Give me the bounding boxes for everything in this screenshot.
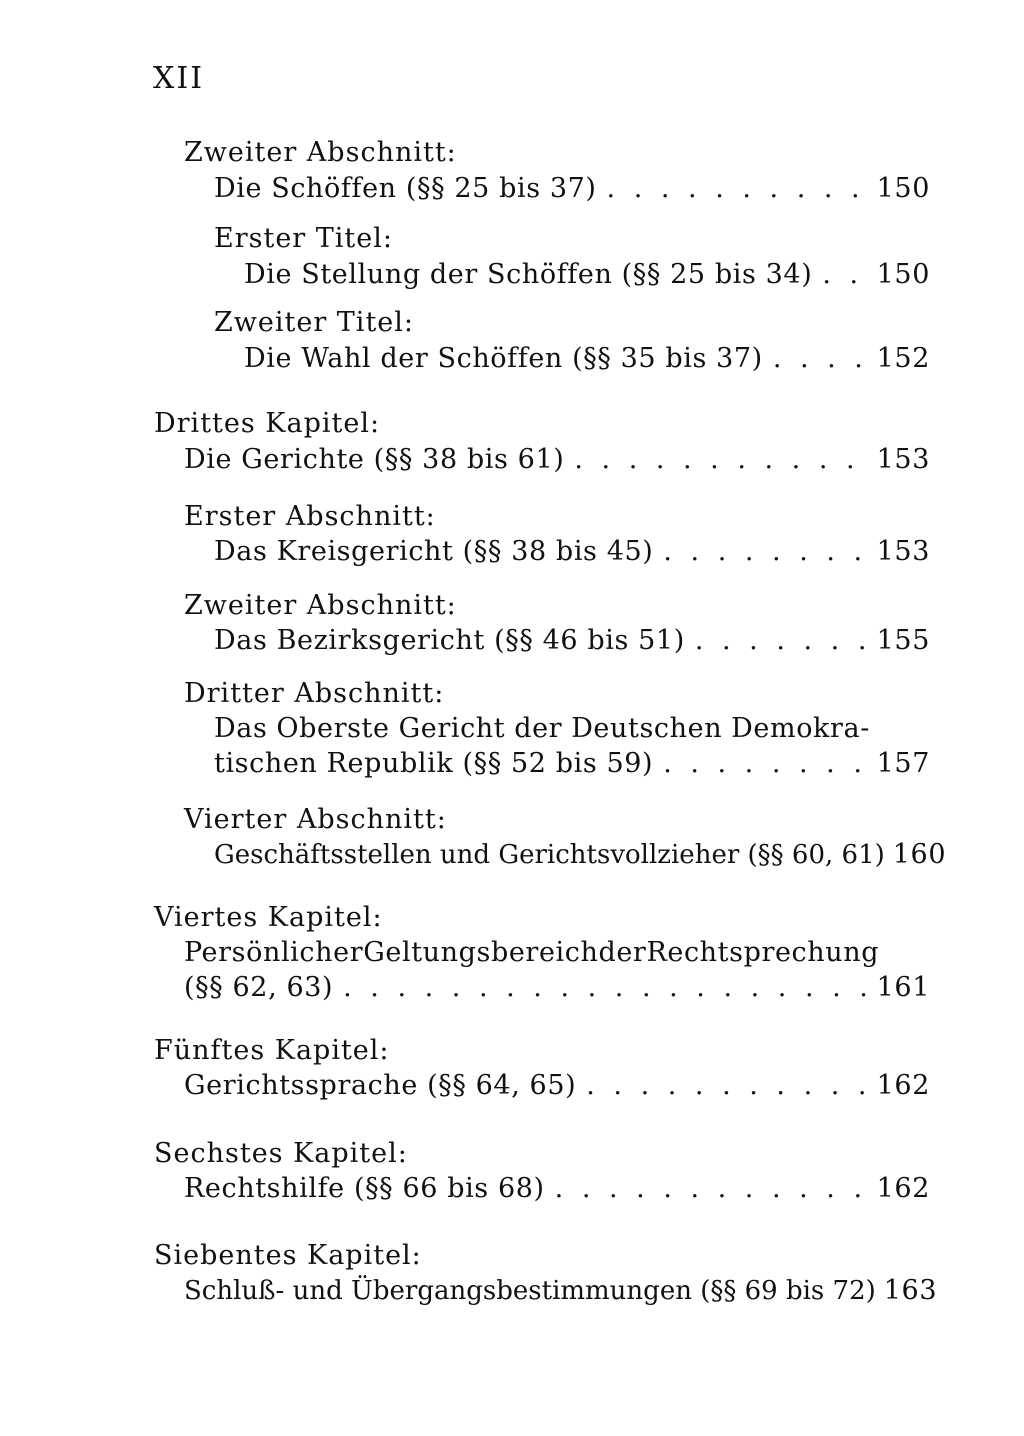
toc-page-number: 160: [892, 839, 947, 870]
toc-line-text: tischen Republik (§§ 52 bis 59): [214, 748, 654, 779]
leader-dots: [822, 261, 868, 288]
page-number: XII: [153, 61, 205, 96]
toc-line: [244, 345, 930, 372]
toc-page-number: 161: [876, 972, 930, 1003]
toc-line-text: Persönlicher Geltungsbereich der Rechtsprechung: [184, 937, 880, 968]
toc-heading: Zweiter Abschnitt:: [184, 137, 457, 168]
toc-heading: Dritter Abschnitt:: [184, 678, 445, 709]
toc-line-text: Schluß- und Übergangsbestimmungen (§§ 69 bis 72): [184, 1276, 876, 1306]
toc-page-number: 163: [883, 1275, 938, 1306]
toc-line-text: Die Gerichte (§§ 38 bis 61): [184, 444, 565, 475]
toc-page-number: 153: [876, 444, 930, 475]
toc-page-number: 150: [876, 259, 930, 290]
toc-heading: Sechstes Kapitel:: [154, 1138, 408, 1169]
toc-line: [214, 175, 930, 202]
toc-heading: Viertes Kapitel:: [154, 902, 383, 933]
toc-line: [214, 538, 930, 565]
leader-dots: [586, 1072, 868, 1099]
leader-dots: [574, 446, 868, 473]
toc-page-number: 162: [876, 1173, 930, 1204]
toc-heading: Vierter Abschnitt:: [184, 804, 447, 835]
toc-heading: Erster Titel:: [214, 223, 393, 254]
toc-line-text: Das Oberste Gericht der Deutschen Demokra-: [214, 713, 870, 744]
toc-page-number: 150: [876, 173, 930, 204]
toc-line-text: Die Wahl der Schöffen (§§ 35 bis 37): [244, 343, 763, 374]
toc-line-text: Das Kreisgericht (§§ 38 bis 45): [214, 536, 654, 567]
leader-dots: [695, 627, 869, 654]
toc-line: [214, 750, 930, 777]
toc-line: [214, 839, 947, 870]
toc-line: [184, 446, 930, 473]
toc-line: [244, 261, 930, 288]
leader-dots: [343, 974, 869, 1001]
toc-line: [184, 1275, 938, 1306]
toc-line-text: Geschäftsstellen und Gerichtsvollzieher (§§ 60, 61): [214, 840, 885, 870]
toc-page-number: 157: [876, 748, 930, 779]
toc-heading: Zweiter Abschnitt:: [184, 590, 457, 621]
toc-page-number: 162: [876, 1070, 930, 1101]
toc-line: [214, 715, 870, 742]
toc-line: [214, 627, 930, 654]
leader-dots: [663, 750, 868, 777]
toc-heading: Drittes Kapitel:: [154, 408, 381, 439]
leader-dots: [607, 175, 869, 202]
toc-heading: Siebentes Kapitel:: [154, 1240, 422, 1271]
toc-line-text: (§§ 62, 63): [184, 972, 334, 1003]
toc-heading: Erster Abschnitt:: [184, 501, 436, 532]
toc-line: [184, 937, 880, 968]
toc-line: [184, 974, 930, 1001]
leader-dots: [663, 538, 868, 565]
toc-heading: Fünftes Kapitel:: [154, 1035, 390, 1066]
toc-page-number: 155: [876, 625, 930, 656]
toc-line: [184, 1072, 930, 1099]
toc-line: [184, 1175, 930, 1202]
toc-heading: Zweiter Titel:: [214, 307, 415, 338]
toc-page-number: 152: [876, 343, 930, 374]
toc-line-text: Rechtshilfe (§§ 66 bis 68): [184, 1173, 545, 1204]
toc-line-text: Das Bezirksgericht (§§ 46 bis 51): [214, 625, 685, 656]
leader-dots: [555, 1175, 869, 1202]
toc-line-text: Die Schöffen (§§ 25 bis 37): [214, 173, 597, 204]
toc-page-number: 153: [876, 536, 930, 567]
toc-line-text: Die Stellung der Schöffen (§§ 25 bis 34): [244, 259, 813, 290]
toc-line-text: Gerichtssprache (§§ 64, 65): [184, 1070, 577, 1101]
leader-dots: [773, 345, 869, 372]
